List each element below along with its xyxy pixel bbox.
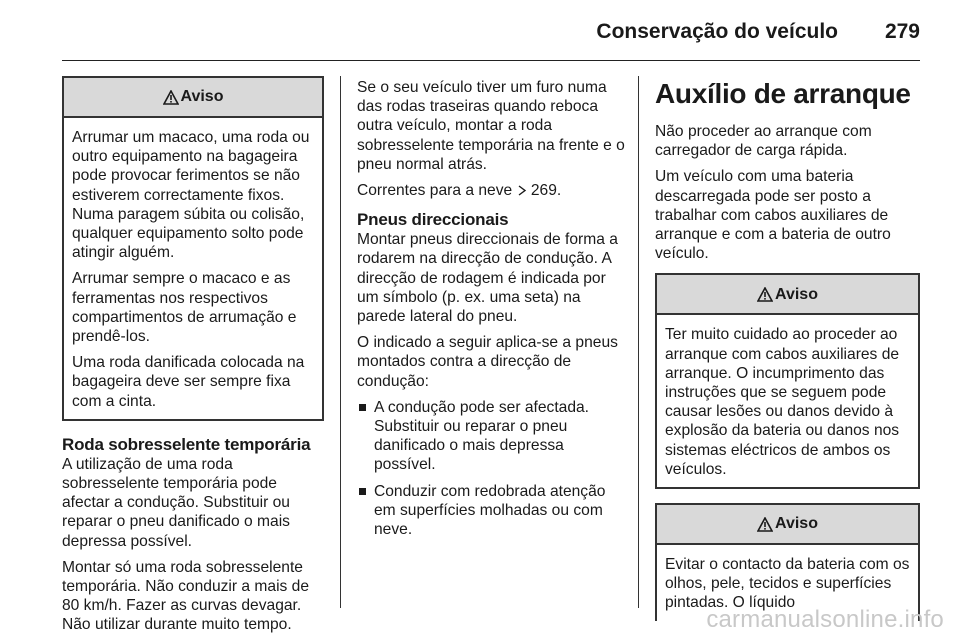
warning-triangle-icon xyxy=(757,287,773,302)
warning-box xyxy=(62,76,324,421)
page-header xyxy=(62,0,920,61)
arrow-right-icon xyxy=(517,185,527,196)
warning-box xyxy=(655,273,920,489)
warning-header xyxy=(657,275,918,315)
bullet-list xyxy=(357,398,625,539)
warning-paragraph: Uma roda danificada colocada na bagageira deve ser sempre fixa com a cinta. xyxy=(72,354,305,410)
warning-paragraph: Evitar o contacto da bateria com os olhos, pele, tecidos e superfícies pintadas. O líquido xyxy=(665,556,910,612)
list-item: Conduzir com redobrada atenção em superfícies molhadas ou com neve. xyxy=(357,482,625,540)
warning-triangle-icon xyxy=(163,90,179,105)
warning-header xyxy=(657,505,918,545)
page-number: 279 xyxy=(884,20,920,43)
column-divider xyxy=(638,76,639,608)
warning-body xyxy=(64,118,322,419)
warning-label: Aviso xyxy=(775,515,818,533)
warning-label: Aviso xyxy=(180,88,224,106)
cross-reference xyxy=(357,181,625,200)
warning-label: Aviso xyxy=(775,285,818,303)
warning-paragraph: Arrumar sempre o macaco e as ferramentas nos respectivos compartimentos de arrumação e prendê-los. xyxy=(72,270,297,346)
list-item: A condução pode ser afectada. Substituir ou reparar o pneu danificado o mais depressa possível. xyxy=(357,398,625,475)
warning-paragraph: Ter muito cuidado ao proceder ao arranque com cabos auxiliares de arranque. O incumprimento das instruções que se seguem pode causar lesões ou danos devido à explosão da bateria ou danos nos sistemas eléctricos de ambos os veículos. xyxy=(665,326,900,478)
body-paragraph: O indicado a seguir aplica-se a pneus montados contra a direcção de condução: xyxy=(357,334,618,390)
section-title-large: Auxílio de arranque xyxy=(655,78,911,109)
warning-triangle-icon xyxy=(757,517,773,532)
column-3 xyxy=(655,78,920,621)
warning-box xyxy=(655,503,920,621)
watermark: carmanualsonline.info xyxy=(706,606,944,633)
body-paragraph: Montar só uma roda sobresselente temporária. Não conduzir a mais de 80 km/h. Fazer as curvas devagar. Não utilizar durante muito tempo. xyxy=(62,558,310,634)
column-1 xyxy=(62,76,324,642)
section-title: Conservação do veículo xyxy=(596,20,838,43)
section-heading: Roda sobresselente temporária xyxy=(62,434,311,454)
cross-reference-text: Correntes para a neve xyxy=(357,182,513,200)
column-divider xyxy=(340,76,341,608)
warning-body xyxy=(657,315,918,487)
section-heading: Pneus direccionais xyxy=(357,210,509,230)
warning-header xyxy=(64,78,322,118)
body-paragraph: Um veículo com uma bateria descarregada pode ser posto a trabalhar com cabos auxiliares de arranque e com a bateria de outro veículo. xyxy=(655,168,891,263)
warning-paragraph: Arrumar um macaco, uma roda ou outro equipamento na bagageira pode provocar ferimentos se não estiverem correctamente fixos. Numa paragem súbita ou colisão, qualquer equipamento solto pode atingir alguém. xyxy=(72,129,310,262)
body-paragraph: A utilização de uma roda sobresselente temporária pode afectar a condução. Substituir ou reparar o pneu danificado o mais depressa possível. xyxy=(62,455,290,550)
cross-reference-page[interactable]: 269. xyxy=(530,182,562,200)
body-paragraph: Se o seu veículo tiver um furo numa das rodas traseiras quando reboca outra veículo, montar a roda sobresselente temporária na frente e o pneu normal atrás. xyxy=(357,79,625,173)
body-paragraph: Não proceder ao arranque com carregador de carga rápida. xyxy=(655,123,872,160)
column-2 xyxy=(357,78,625,546)
body-paragraph: Montar pneus direccionais de forma a rodarem na direcção de condução. A direcção de rodagem é indicada por um símbolo (p. ex. uma seta) na parede lateral do pneu. xyxy=(357,231,618,326)
